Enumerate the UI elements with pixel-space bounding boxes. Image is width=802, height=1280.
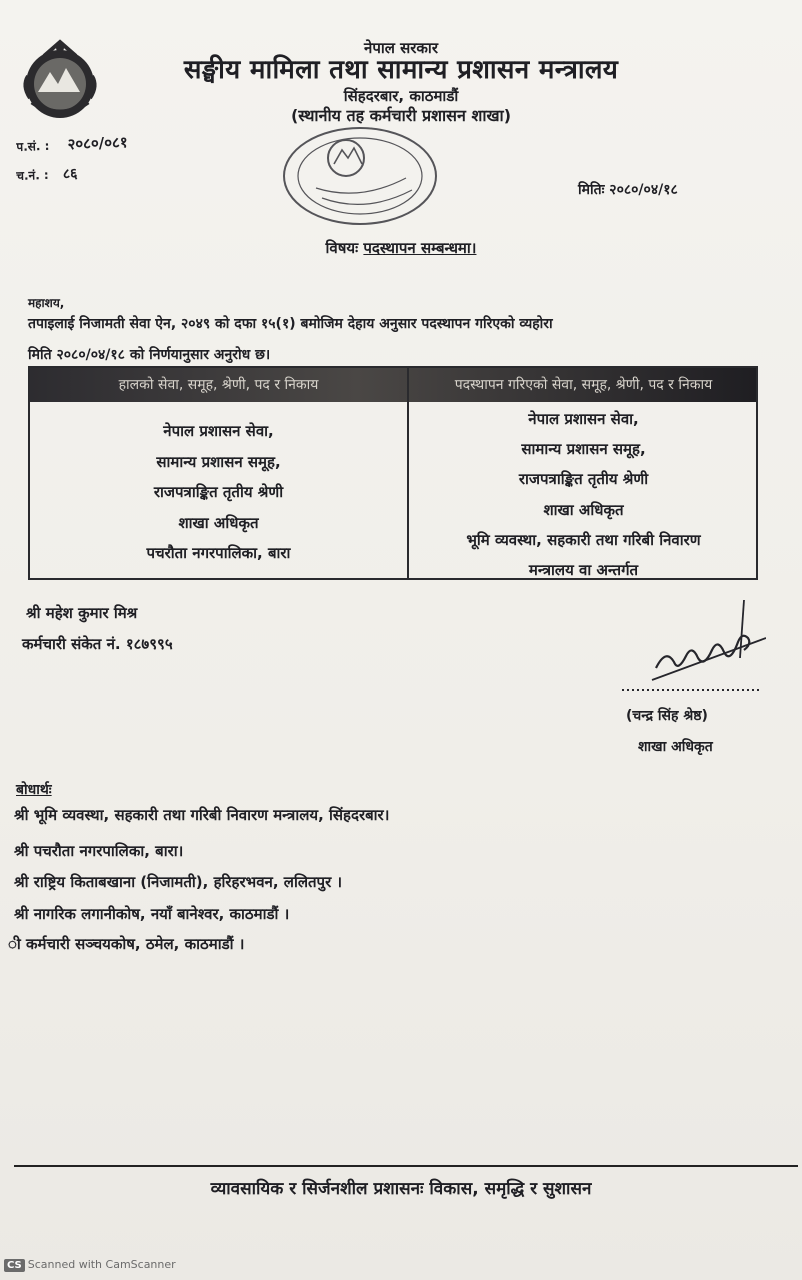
- footer-slogan: व्यावसायिक र सिर्जनशील प्रशासनः विकास, समृद्धि र सुशासन: [210, 1179, 592, 1199]
- current-posting-line: नेपाल प्रशासन सेवा,: [163, 422, 274, 440]
- scanner-text: Scanned with CamScanner: [27, 1258, 176, 1271]
- footer-divider: [14, 1165, 798, 1167]
- camscanner-logo-icon: CS: [4, 1259, 25, 1272]
- table-header-current: हालको सेवा, समूह, श्रेणी, पद र निकाय: [118, 377, 319, 393]
- current-posting-line: सामान्य प्रशासन समूह,: [156, 452, 281, 471]
- new-posting-line: राजपत्राङ्कित तृतीय श्रेणी: [518, 470, 649, 489]
- subject-line: [0, 238, 802, 258]
- fiscal-year-value: २०८०/०८१: [67, 133, 128, 154]
- current-posting-cell: [30, 416, 407, 569]
- body-line-2: मिति २०८०/०४/१८ को निर्णयानुसार अनुरोध छ।: [28, 347, 271, 363]
- cc-title: बोधार्थः: [16, 782, 52, 798]
- cc-item: श्री भूमि व्यवस्था, सहकारी तथा गरिबी निवारण मन्त्रालय, सिंहदरबार।: [14, 806, 390, 824]
- new-posting-line: सामान्य प्रशासन समूह,: [521, 440, 646, 459]
- dispatch-number-ref: [16, 164, 78, 185]
- signatory-name: (चन्द्र सिंह श्रेष्ठ): [626, 708, 708, 724]
- fiscal-year-ref: [16, 132, 128, 156]
- cc-item: श्री राष्ट्रिय किताबखाना (निजामती), हरिहरभवन, ललितपुर ।: [14, 873, 343, 891]
- new-posting-line: नेपाल प्रशासन सेवा,: [528, 410, 639, 428]
- cc-item: श्री पचरौता नगरपालिका, बारा।: [14, 842, 184, 860]
- new-posting-line: मन्त्रालय वा अन्तर्गत: [528, 561, 639, 580]
- subject-text: पदस्थापन सम्बन्धमा।: [363, 239, 477, 257]
- body-line-1: तपाइलाई निजामती सेवा ऐन, २०४९ को दफा १५(१) बमोजिम देहाय अनुसार पदस्थापन गरिएको व्यहोरा: [28, 316, 553, 332]
- dispatch-value: ८६: [62, 165, 78, 183]
- office-stamp-icon: [276, 118, 446, 230]
- cc-item: ी कर्मचारी सञ्चयकोष, ठमेल, काठमाडौं ।: [8, 935, 245, 953]
- new-posting-line: शाखा अधिकृत: [543, 500, 624, 519]
- posting-table: [28, 366, 758, 580]
- subject-label: विषयः: [325, 239, 359, 257]
- fiscal-year-label: प.सं. :: [16, 138, 50, 154]
- current-posting-line: राजपत्राङ्कित तृतीय श्रेणी: [153, 483, 284, 501]
- letter-date: मितिः २०८०/०४/१८: [578, 182, 678, 198]
- employee-code: कर्मचारी संकेत नं. १८७९९५: [22, 635, 173, 653]
- ministry-name: सङ्घीय मामिला तथा सामान्य प्रशासन मन्त्रालय: [183, 55, 619, 85]
- signatory-designation: शाखा अधिकृत: [638, 739, 713, 755]
- government-name: नेपाल सरकार: [364, 39, 438, 57]
- dispatch-label: च.नं. :: [16, 167, 49, 183]
- new-posting-cell: [409, 404, 758, 585]
- new-posting-line: भूमि व्यवस्था, सहकारी तथा गरिबी निवारण: [466, 530, 701, 549]
- current-posting-line: शाखा अधिकृत: [178, 513, 259, 532]
- handwritten-signature-icon: [616, 598, 766, 698]
- salutation: महाशय,: [28, 296, 65, 310]
- scanner-watermark: [4, 1258, 176, 1272]
- current-posting-line: पचरौता नगरपालिका, बारा: [146, 544, 291, 562]
- ministry-location: सिंहदरबार, काठमाडौं: [343, 87, 459, 105]
- cc-item: श्री नागरिक लगानीकोष, नयाँ बानेश्वर, काठमाडौं ।: [14, 905, 290, 923]
- table-header-new: पदस्थापन गरिएको सेवा, समूह, श्रेणी, पद र निकाय: [454, 377, 713, 393]
- employee-name: श्री महेश कुमार मिश्र: [26, 604, 138, 622]
- branch-name: (स्थानीय तह कर्मचारी प्रशासन शाखा): [290, 106, 512, 125]
